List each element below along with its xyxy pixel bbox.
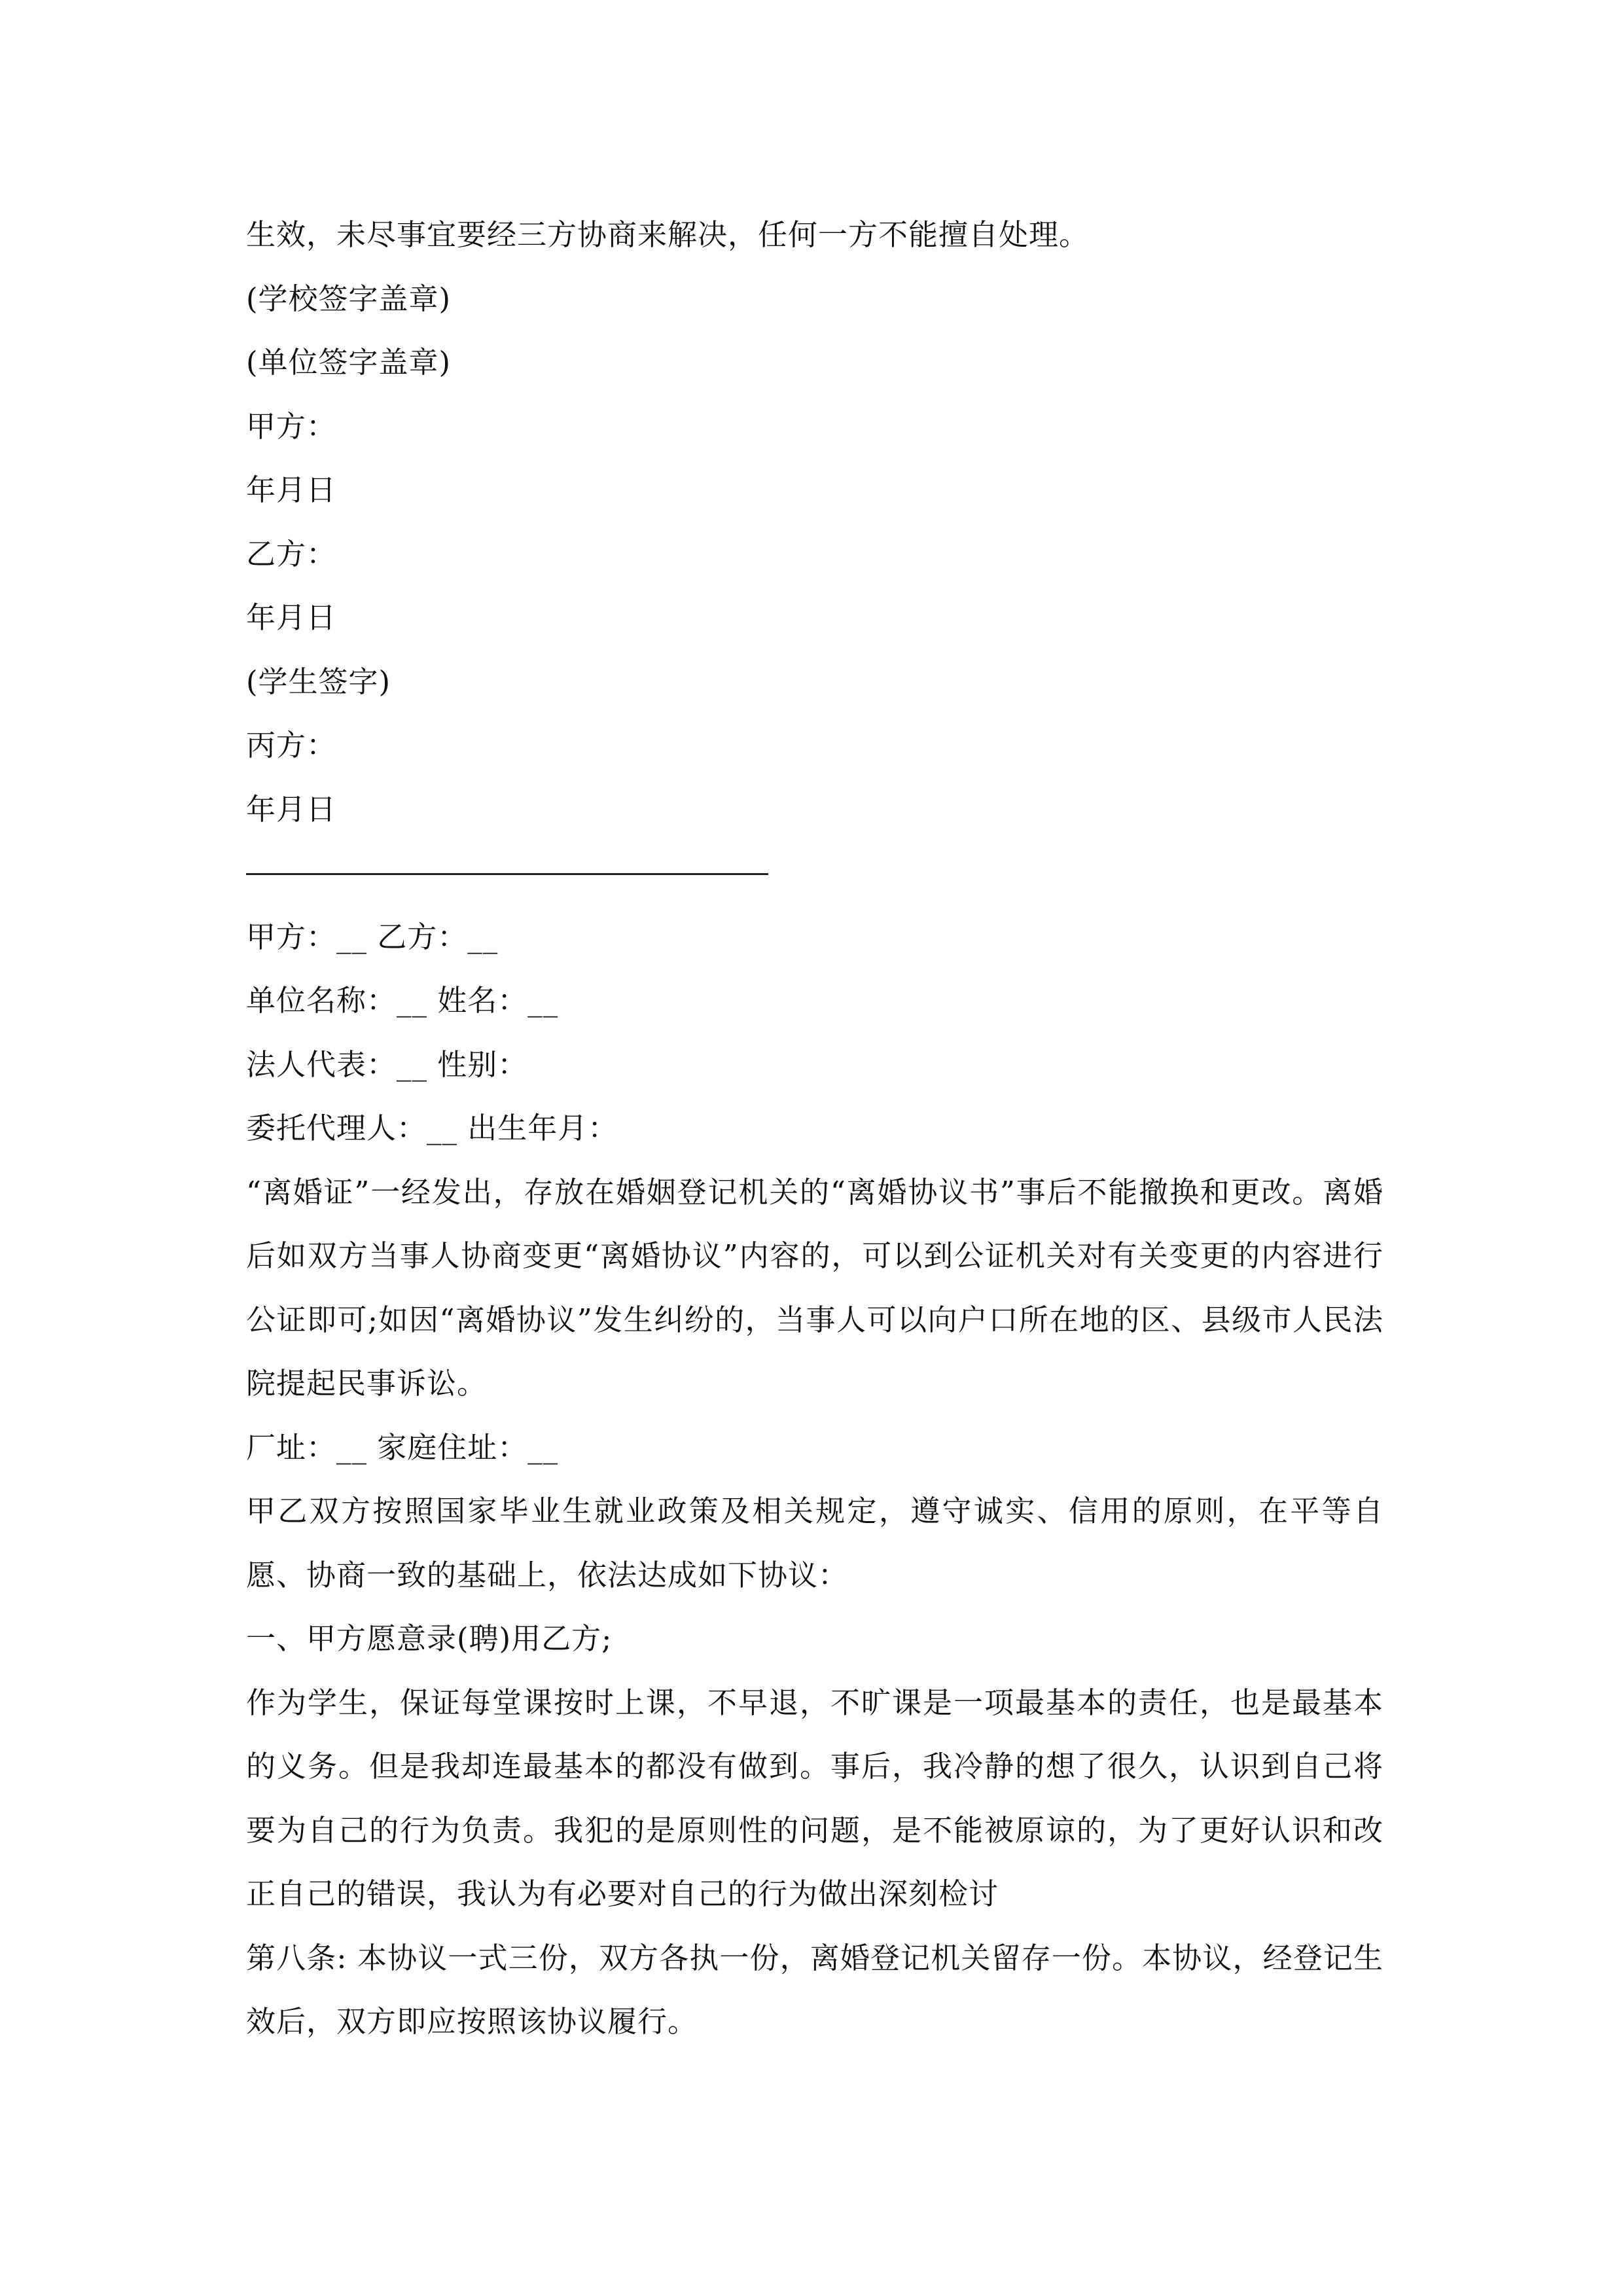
field-line-legal-rep: 法人代表：__ 性别： xyxy=(246,1047,528,1082)
separator-rule xyxy=(246,841,1383,905)
paragraph-student-reflection: 作为学生，保证每堂课按时上课，不早退，不旷课是一项最基本的责任，也是最基本的义务。但是我却连最基本的都没有做到。事后，我冷静的想了很久，认识到自己将要为自己的行为负责。我犯的是原则性的问题，是不能被原谅的，为了更好认识和改正自己的错误，我认为有必要对自己的行为做出深刻检讨 xyxy=(246,1685,1383,1911)
student-signature-line: (学生签字) xyxy=(246,664,391,699)
date-line: 年月日 xyxy=(246,791,337,827)
date-line: 年月日 xyxy=(246,473,337,507)
unit-signature-line: (单位签字盖章) xyxy=(246,345,452,380)
school-signature-line: (学校签字盖章) xyxy=(246,281,452,316)
paragraph-article-eight: 第八条: 本协议一式三份，双方各执一份，离婚登记机关留存一份。本协议，经登记生效后，双方即应按照该协议履行。 xyxy=(246,1940,1383,2039)
clause-one: 一、甲方愿意录(聘)用乙方; xyxy=(246,1621,613,1656)
field-line-unit-name: 单位名称：__ 姓名：__ xyxy=(246,983,559,1018)
paragraph-agreement: 甲乙双方按照国家毕业生就业政策及相关规定，遵守诚实、信用的原则，在平等自愿、协商一致的基础上，依法达成如下协议： xyxy=(246,1494,1383,1592)
party-a-label: 甲方： xyxy=(246,408,337,444)
paragraph-divorce-certificate: “离婚证”一经发出，存放在婚姻登记机关的“离婚协议书”事后不能撤换和更改。离婚后如双方当事人协商变更“离婚协议”内容的，可以到公证机关对有关变更的内容进行公证即可;如因“离婚协议”发生纠纷的，当事人可以向户口所在地的区、县级市人民法院提起民事诉讼。 xyxy=(246,1174,1383,1401)
field-line-agent: 委托代理人：__ 出生年月： xyxy=(246,1111,618,1145)
date-line: 年月日 xyxy=(246,600,337,635)
field-line-address: 厂址：__ 家庭住址：__ xyxy=(246,1429,559,1465)
text-line: 生效，未尽事宜要经三方协商来解决，任何一方不能擅自处理。 xyxy=(246,217,1090,252)
party-b-label: 乙方： xyxy=(246,536,337,571)
party-c-label: 丙方： xyxy=(246,728,337,762)
field-line-parties: 甲方：__ 乙方：__ xyxy=(246,919,499,954)
document-body xyxy=(246,203,1383,2054)
